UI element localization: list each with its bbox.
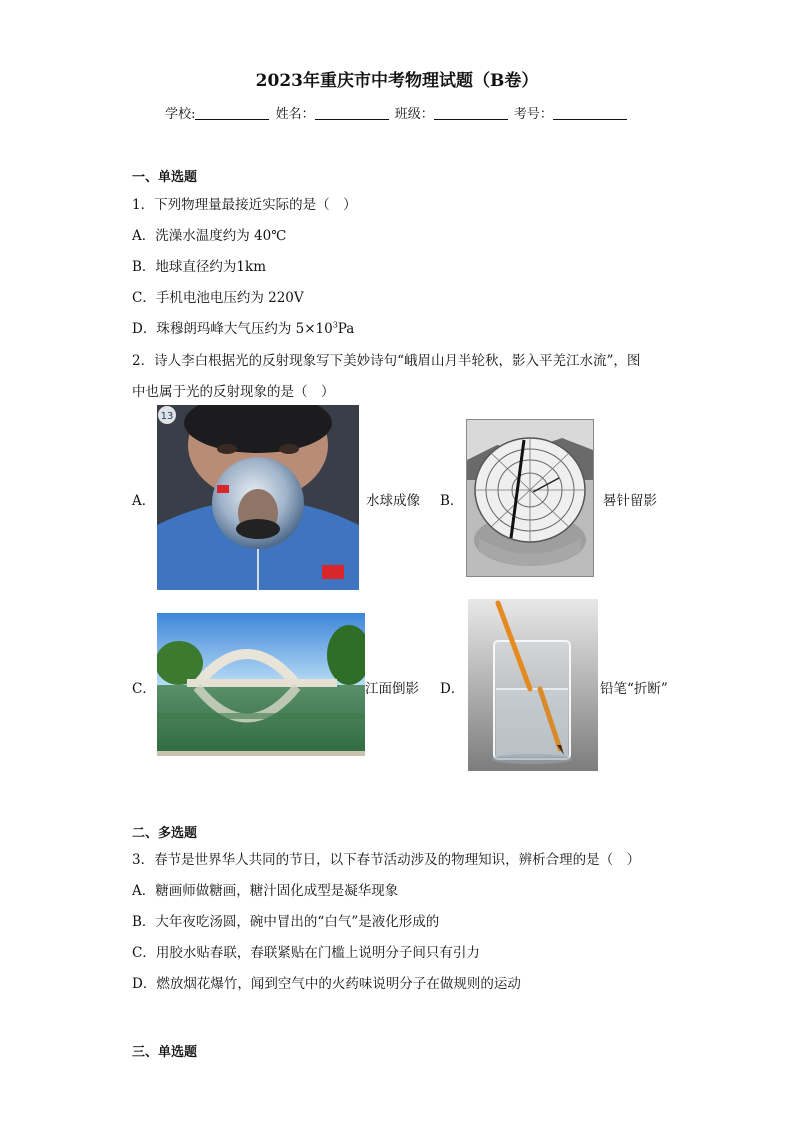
q2-option-c-letter: C． bbox=[132, 681, 156, 697]
q2-option-d-caption: 铅笔“折断” bbox=[600, 681, 668, 697]
q1-option-b: B．地球直径约为1km bbox=[132, 259, 266, 275]
q1-option-d-unit: Pa bbox=[337, 321, 355, 337]
q1-option-d bbox=[132, 317, 354, 337]
section-heading-1: 一、单选题 bbox=[132, 170, 198, 185]
q3-option-d: D．燃放烟花爆竹，闻到空气中的火药味说明分子在做规则的运动 bbox=[132, 976, 521, 992]
class-label: 班级： bbox=[394, 107, 434, 122]
q1-option-d-text: D．珠穆朗玛峰大气压约为 5×10 bbox=[132, 321, 333, 337]
name-label: 姓名： bbox=[275, 107, 315, 122]
school-label: 学校: bbox=[165, 107, 196, 122]
bridge-reflection-image bbox=[157, 613, 365, 756]
school-blank[interactable] bbox=[195, 107, 269, 120]
q1-option-c: C．手机电池电压约为 220V bbox=[132, 290, 304, 306]
video-badge: 13 bbox=[160, 411, 174, 422]
q3-option-c: C．用胶水贴春联，春联紧贴在门槛上说明分子间只有引力 bbox=[132, 945, 480, 961]
q2-option-d-letter: D． bbox=[440, 681, 465, 697]
section-heading-2: 二、多选题 bbox=[132, 826, 198, 841]
q2-option-c-caption: 江面倒影 bbox=[365, 681, 419, 697]
class-blank[interactable] bbox=[434, 107, 508, 120]
exam-no-blank[interactable] bbox=[553, 107, 627, 120]
water-ball-image bbox=[157, 405, 359, 590]
name-blank[interactable] bbox=[315, 107, 389, 120]
q2-stem-line2: 中也属于光的反射现象的是（ ） bbox=[132, 384, 335, 400]
q2-option-a-letter: A． bbox=[132, 493, 156, 509]
q1-stem: 1．下列物理量最接近实际的是（ ） bbox=[132, 197, 357, 213]
section-heading-3: 三、单选题 bbox=[132, 1045, 198, 1060]
q2-option-a-caption: 水球成像 bbox=[366, 493, 420, 509]
q1-option-d-exponent: 3 bbox=[332, 320, 338, 330]
pencil-in-glass-image bbox=[468, 599, 598, 771]
q2-option-b-letter: B． bbox=[440, 493, 464, 509]
q3-option-b: B．大年夜吃汤圆，碗中冒出的“白气”是液化形成的 bbox=[132, 914, 440, 930]
exam-no-label: 考号： bbox=[513, 107, 553, 122]
q2-stem-line1: 2．诗人李白根据光的反射现象写下美妙诗句“峨眉山月半轮秋，影入平羌江水流”，图 bbox=[132, 353, 641, 369]
q3-stem: 3．春节是世界华人共同的节日，以下春节活动涉及的物理知识，辨析合理的是（ ） bbox=[132, 852, 641, 868]
q1-option-a: A．洗澡水温度约为 40℃ bbox=[132, 228, 287, 244]
student-info-line bbox=[0, 103, 794, 122]
q3-option-a: A．糖画师做糖画，糖汁固化成型是凝华现象 bbox=[132, 883, 399, 899]
sundial-image bbox=[466, 419, 594, 577]
q2-option-b-caption: 晷针留影 bbox=[603, 493, 657, 509]
page-title: 2023年重庆市中考物理试题（B卷） bbox=[255, 71, 539, 91]
